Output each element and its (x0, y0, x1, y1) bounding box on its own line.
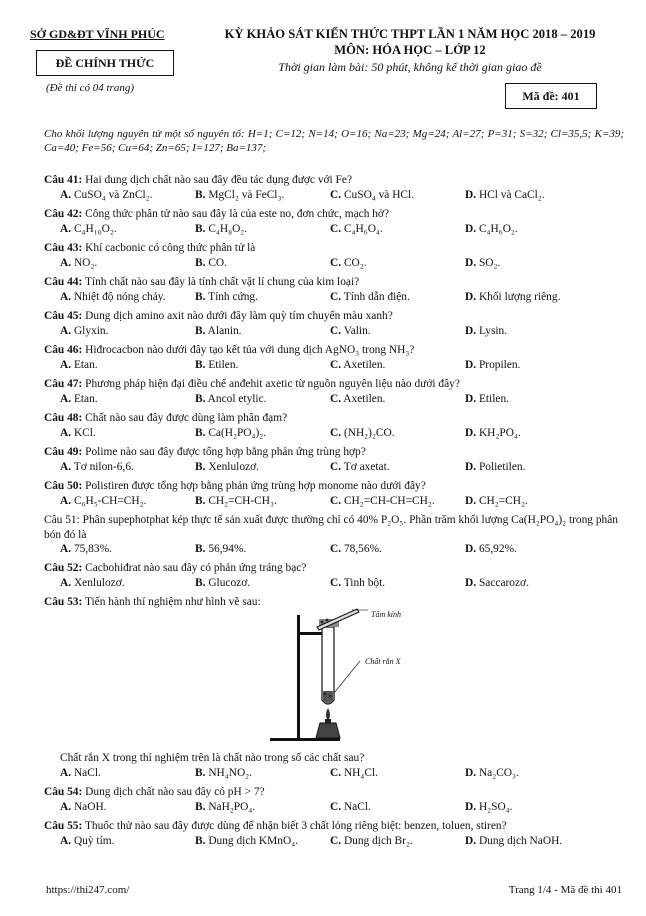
option-text: Etan. (73, 393, 98, 405)
answer-option[interactable] (330, 577, 385, 591)
option-text: 65,92%. (478, 543, 517, 555)
option-letter: D. (465, 359, 477, 371)
question-text: Cacbohiđrat nào sau đây có phản ứng tráng bạc? (85, 562, 307, 574)
option-text: Saccarozơ. (478, 577, 529, 589)
option-text: CO₂. (343, 257, 367, 269)
option-letter: B. (195, 427, 206, 439)
option-text: Polietilen. (478, 461, 526, 473)
option-text: Xenlulozơ. (208, 461, 259, 473)
option-text: KH₂PO₄. (478, 427, 521, 439)
option-text: Tính dẫn điện. (343, 291, 410, 303)
answer-option[interactable] (330, 291, 410, 305)
question-text: Polime nào sau đây được tổng hợp bằng phản ứng trùng hợp? (85, 446, 366, 458)
solid-x (323, 691, 333, 703)
option-text: Etilen. (478, 393, 509, 405)
option-text: SO₂. (478, 257, 501, 269)
answer-option[interactable] (60, 461, 134, 475)
option-letter: A. (60, 461, 72, 473)
answer-option[interactable] (195, 835, 298, 849)
answer-options (60, 291, 620, 305)
option-text: Nhiệt độ nóng chảy. (73, 291, 166, 303)
option-text: MgCl₂ và FeCl₃. (208, 189, 285, 201)
option-letter: B. (195, 767, 206, 779)
answer-option[interactable] (60, 577, 125, 591)
question-number: Câu 41: (44, 174, 83, 186)
answer-options (60, 461, 620, 475)
answer-option[interactable] (330, 543, 382, 557)
option-letter: D. (465, 543, 477, 555)
option-text: NO₂. (73, 257, 98, 269)
option-text: NaCl. (73, 767, 101, 779)
option-letter: A. (60, 223, 72, 235)
option-text: 75,83%. (73, 543, 112, 555)
question-stem (44, 344, 622, 358)
answer-options (60, 427, 620, 441)
pages-note: (Đề thi có 04 trang) (46, 82, 134, 94)
answer-option[interactable] (465, 495, 528, 509)
answer-option[interactable] (60, 223, 117, 237)
option-text: Ancol etylic. (207, 393, 267, 405)
answer-option[interactable] (60, 835, 114, 849)
answer-options (60, 189, 620, 203)
answer-option[interactable] (330, 835, 413, 849)
option-letter: A. (60, 291, 72, 303)
question-text: Công thức phân tử nào sau đây là của este no, đơn chức, mạch hở? (85, 208, 390, 220)
question-number: Câu 42: (44, 208, 83, 220)
option-letter: C. (330, 393, 342, 405)
answer-option[interactable] (465, 223, 518, 237)
option-letter: D. (465, 325, 477, 337)
option-text: Tơ nilon-6,6. (73, 461, 134, 473)
option-letter: B. (195, 461, 206, 473)
answer-option[interactable] (195, 427, 266, 441)
option-text: Glyxin. (73, 325, 109, 337)
option-text: C₄H₆O₄. (343, 223, 383, 235)
option-text: Propilen. (478, 359, 521, 371)
option-text: 56,94%. (208, 543, 247, 555)
answer-options (60, 257, 620, 271)
option-text: NaH₂PO₄. (208, 801, 256, 813)
question-text: Thuốc thử nào sau đây được dùng để nhận biết 3 chất lỏng riêng biệt: benzen, toluen, stiren? (84, 820, 507, 832)
answer-option[interactable] (195, 767, 252, 781)
option-text: CO. (208, 257, 227, 269)
question-subtext: Chất rắn X trong thí nghiệm trên là chất nào trong số các chất sau? (60, 752, 365, 764)
option-text: Dung dịch KMnO₄. (208, 835, 299, 847)
option-text: KCl. (73, 427, 96, 439)
option-letter: A. (60, 543, 72, 555)
option-letter: A. (60, 767, 72, 779)
option-letter: C. (330, 427, 342, 439)
answer-option[interactable] (330, 393, 385, 407)
option-letter: A. (60, 325, 72, 337)
answer-options (60, 359, 620, 373)
option-letter: A. (60, 801, 72, 813)
question-number: Câu 47: (44, 378, 83, 390)
question-number: Câu 53: (44, 596, 83, 608)
question-stem (44, 208, 622, 222)
answer-option[interactable] (465, 325, 507, 339)
question-stem (44, 276, 622, 290)
question-stem (44, 480, 622, 494)
option-letter: B. (195, 291, 206, 303)
answer-option[interactable] (330, 427, 395, 441)
option-letter: D. (465, 257, 477, 269)
question-text: Hai dung dịch chất nào sau đây đều tác dụng được với Fe? (85, 174, 352, 186)
question-text: Tiến hành thí nghiệm như hình vẽ sau: (84, 596, 261, 608)
option-letter: D. (465, 427, 477, 439)
option-letter: C. (330, 325, 342, 337)
option-text: CH₂=CH-CH=CH₂. (343, 495, 435, 507)
label-glass-plate: Tấm kính (371, 610, 401, 619)
answer-option[interactable] (330, 223, 383, 237)
option-text: Dung dịch NaOH. (478, 835, 563, 847)
option-text: Quỳ tím. (73, 835, 115, 847)
answer-option[interactable] (60, 291, 166, 305)
answer-options (60, 223, 620, 237)
option-text: Etilen. (208, 359, 239, 371)
question-number: Câu 51: (44, 514, 80, 526)
option-letter: D. (465, 393, 477, 405)
answer-option[interactable] (195, 359, 238, 373)
answer-option[interactable] (330, 257, 367, 271)
question-text: Dung dịch amino axit nào dưới đây làm quỳ tím chuyển màu xanh? (85, 310, 393, 322)
option-letter: D. (465, 189, 477, 201)
question-stem (44, 378, 622, 392)
answer-option[interactable] (330, 189, 414, 203)
answer-option[interactable] (60, 427, 96, 441)
question-number: Câu 49: (44, 446, 83, 458)
option-text: Etan. (73, 359, 98, 371)
option-letter: C. (330, 359, 342, 371)
answer-option[interactable] (60, 543, 112, 557)
question-number: Câu 43: (44, 242, 83, 254)
question-stem (44, 242, 622, 256)
answer-option[interactable] (330, 359, 385, 373)
option-letter: A. (60, 359, 72, 371)
answer-option[interactable] (330, 325, 371, 339)
option-letter: A. (60, 189, 72, 201)
answer-options (60, 495, 620, 509)
answer-options (60, 577, 620, 591)
answer-option[interactable] (195, 495, 277, 509)
label-solid-x: Chất rắn X (365, 657, 401, 666)
answer-option[interactable] (465, 577, 529, 591)
question-text: Hiđrocacbon nào dưới đây tạo kết tủa với dung dịch AgNO₃ trong NH₃? (85, 344, 415, 356)
question-stem (44, 310, 622, 324)
question-text: Dung dịch chất nào sau đây có pH > 7? (85, 786, 265, 798)
answer-option[interactable] (465, 543, 517, 557)
option-text: NH₄NO₂. (208, 767, 253, 779)
answer-option[interactable] (60, 495, 146, 509)
answer-options (60, 543, 620, 557)
question-stem (44, 786, 622, 800)
answer-option[interactable] (465, 427, 521, 441)
question-text: Phân supephotphat kép thực tế sản xuất được thường chỉ có 40% P₂O₅. Phần trăm khối lượng Ca(H₂PO₄)₂ trong phân bón đó là (44, 514, 618, 541)
answer-option[interactable] (195, 543, 246, 557)
option-letter: D. (465, 801, 477, 813)
option-text: 78,56%. (343, 543, 382, 555)
answer-option[interactable] (60, 393, 98, 407)
answer-option[interactable] (465, 291, 560, 305)
option-letter: C. (330, 495, 342, 507)
option-letter: D. (465, 223, 477, 235)
option-letter: D. (465, 835, 477, 847)
question-number: Câu 55: (44, 820, 83, 832)
answer-option[interactable] (195, 393, 267, 407)
department-name: SỞ GD&ĐT VĨNH PHÚC (30, 27, 165, 41)
option-letter: A. (60, 835, 72, 847)
option-letter: D. (465, 767, 477, 779)
option-letter: D. (465, 577, 477, 589)
option-letter: C. (330, 223, 342, 235)
answer-option[interactable] (60, 359, 98, 373)
option-letter: B. (195, 543, 206, 555)
answer-option[interactable] (465, 767, 519, 781)
official-exam-box: ĐỀ CHÍNH THỨC (36, 50, 174, 76)
subject-title: MÔN: HÓA HỌC – LỚP 12 (334, 43, 486, 57)
question-stem (44, 513, 618, 543)
option-text: HCl và CaCl₂. (478, 189, 545, 201)
option-text: (NH₂)₂CO. (343, 427, 395, 439)
option-letter: B. (195, 495, 206, 507)
option-text: CuSO₄ và ZnCl₂. (73, 189, 153, 201)
option-letter: D. (465, 291, 477, 303)
answer-options (60, 801, 620, 815)
answer-option[interactable] (60, 325, 108, 339)
option-letter: B. (195, 835, 206, 847)
option-letter: B. (195, 577, 206, 589)
option-text: C₆H₅-CH=CH₂. (73, 495, 147, 507)
option-text: Axetilen. (343, 359, 386, 371)
option-letter: C. (330, 767, 342, 779)
answer-option[interactable] (195, 801, 255, 815)
experiment-figure (270, 605, 390, 745)
option-letter: B. (195, 189, 206, 201)
option-letter: C. (330, 835, 342, 847)
option-text: NaOH. (73, 801, 107, 813)
answer-option[interactable] (330, 495, 435, 509)
question-number: Câu 48: (44, 412, 83, 424)
option-letter: C. (330, 577, 342, 589)
answer-option[interactable] (465, 257, 500, 271)
question-number: Câu 46: (44, 344, 83, 356)
answer-option[interactable] (465, 461, 525, 475)
option-letter: B. (195, 223, 206, 235)
option-letter: B. (195, 359, 206, 371)
question-number: Câu 50: (44, 480, 83, 492)
option-text: Dung dịch Br₂. (343, 835, 413, 847)
option-text: NaCl. (343, 801, 371, 813)
answer-option[interactable] (60, 767, 101, 781)
time-note: Thời gian làm bài: 50 phút, không kể thời gian giao đề (278, 60, 542, 74)
option-text: Lysin. (478, 325, 508, 337)
answer-option[interactable] (465, 835, 562, 849)
answer-option[interactable] (195, 461, 259, 475)
answer-option[interactable] (60, 801, 107, 815)
option-text: Glucozơ. (208, 577, 251, 589)
question-stem (44, 446, 622, 460)
option-letter: B. (195, 257, 206, 269)
answer-option[interactable] (60, 257, 97, 271)
answer-option[interactable] (195, 257, 227, 271)
answer-option[interactable] (195, 325, 242, 339)
atomic-mass-info: Cho khối lượng nguyên tử một số nguyên tố: H=1; C=12; N=14; O=16; Na=23; Mg=24; Al=27; P=31; S=32; Cl=35,5; K=39; Ca=40; Fe=56; Cu=64; Zn=65; I=127; Ba=137; (44, 128, 624, 154)
option-text: CH₂=CH₂. (478, 495, 528, 507)
option-letter: C. (330, 801, 342, 813)
option-text: Xenlulozơ. (73, 577, 125, 589)
answer-option[interactable] (195, 577, 250, 591)
option-letter: B. (195, 393, 206, 405)
answer-options (60, 767, 620, 781)
answer-option[interactable] (465, 393, 509, 407)
question-number: Câu 44: (44, 276, 83, 288)
question-number: Câu 54: (44, 786, 83, 798)
question-text: Tính chất nào sau đây là tính chất vật lí chung của kim loại? (84, 276, 360, 288)
answer-options (60, 835, 620, 849)
option-text: C₄H₆O₂. (478, 223, 518, 235)
option-text: Tinh bột. (343, 577, 386, 589)
answer-option[interactable] (195, 189, 284, 203)
option-text: C₄H₁₀O₂. (73, 223, 117, 235)
option-text: C₄H₈O₂. (208, 223, 248, 235)
option-letter: C. (330, 543, 342, 555)
option-letter: A. (60, 495, 72, 507)
question-text: Polistiren được tổng hợp bằng phản ứng trùng hợp monome nào dưới đây? (85, 480, 426, 492)
option-text: H₂SO₄. (478, 801, 513, 813)
question-text: Chất nào sau đây được dùng làm phân đạm? (85, 412, 288, 424)
question-stem (44, 174, 622, 188)
question-number: Câu 52: (44, 562, 83, 574)
option-letter: C. (330, 461, 342, 473)
answer-option[interactable] (195, 223, 247, 237)
option-letter: C. (330, 257, 342, 269)
option-text: CuSO₄ và HCl. (343, 189, 415, 201)
answer-option[interactable] (465, 801, 513, 815)
option-text: Axetilen. (343, 393, 386, 405)
option-text: Tơ axetat. (343, 461, 390, 473)
question-number: Câu 45: (44, 310, 83, 322)
answer-options (60, 393, 620, 407)
option-letter: A. (60, 427, 72, 439)
question-text: Phương pháp hiện đại điều chế anđehit axetic từ nguồn nguyên liệu nào dưới đây? (85, 378, 460, 390)
option-text: CH₂=CH-CH₃. (208, 495, 277, 507)
answer-option[interactable] (60, 189, 152, 203)
option-letter: A. (60, 257, 72, 269)
option-text: Alanin. (207, 325, 242, 337)
answer-option[interactable] (330, 801, 371, 815)
option-letter: A. (60, 393, 72, 405)
option-letter: C. (330, 189, 342, 201)
option-text: NH₄Cl. (343, 767, 378, 779)
footer-url: https://thi247.com/ (46, 884, 130, 896)
option-letter: C. (330, 291, 342, 303)
option-letter: A. (60, 577, 72, 589)
option-text: Tính cứng. (208, 291, 258, 303)
answer-option[interactable] (465, 359, 520, 373)
option-letter: D. (465, 495, 477, 507)
alcohol-burner (316, 723, 340, 738)
exam-code-box: Mã đề: 401 (505, 83, 597, 109)
answer-options (60, 325, 620, 339)
clamp-arm (298, 632, 324, 635)
answer-option[interactable] (465, 189, 545, 203)
option-text: Valin. (343, 325, 371, 337)
question-text: Khí cacbonic có công thức phân tử là (85, 242, 256, 254)
option-text: Khối lượng riêng. (478, 291, 561, 303)
option-letter: B. (195, 801, 206, 813)
footer-page-number: Trang 1/4 - Mã đề thi 401 (508, 884, 622, 896)
answer-option[interactable] (330, 767, 378, 781)
option-text: Ca(H₂PO₄)₂. (208, 427, 267, 439)
answer-option[interactable] (330, 461, 390, 475)
question-stem (44, 412, 622, 426)
exam-title: KỲ KHẢO SÁT KIẾN THỨC THPT LẦN 1 NĂM HỌC 2018 – 2019 (224, 27, 596, 41)
question-stem (44, 562, 622, 576)
option-letter: B. (195, 325, 206, 337)
question-stem (44, 820, 622, 834)
answer-option[interactable] (195, 291, 258, 305)
option-text: Na₂CO₃. (478, 767, 519, 779)
option-letter: D. (465, 461, 477, 473)
